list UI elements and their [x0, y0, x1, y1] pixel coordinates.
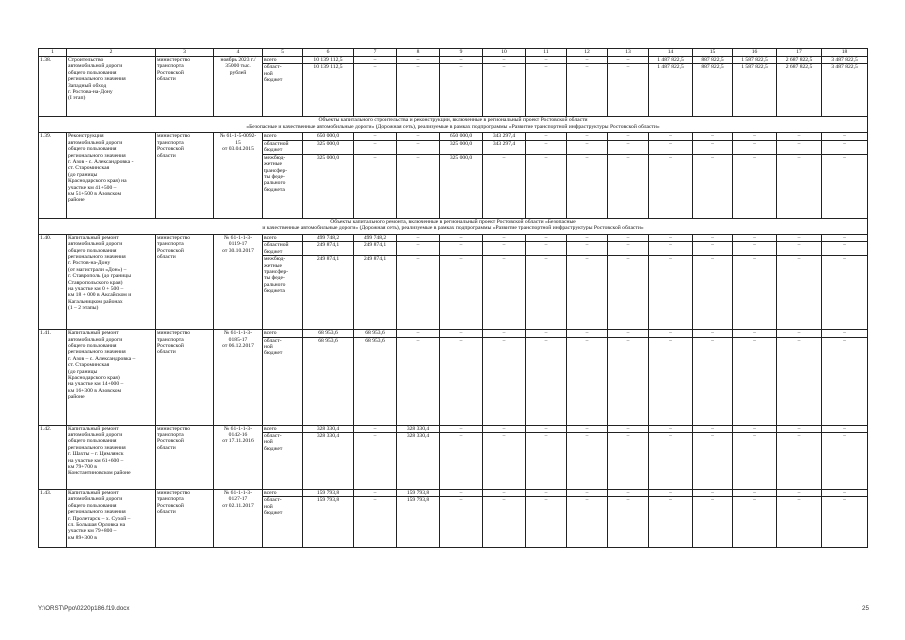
- value-cell: –: [822, 242, 868, 256]
- col-num: 15: [693, 49, 733, 57]
- table-row: [39, 57, 868, 64]
- value-cell: –: [354, 154, 397, 218]
- value-cell: –: [397, 256, 440, 330]
- value-cell: –: [483, 490, 526, 497]
- col-num: 1: [39, 49, 67, 57]
- row-number: 1.40.: [39, 234, 67, 329]
- value-cell: –: [354, 133, 397, 140]
- value-cell: –: [777, 337, 822, 425]
- project-doc: № 61-1-5-0092- 15 от 03.04.2015: [214, 133, 263, 218]
- value-cell: –: [608, 57, 649, 64]
- value-cell: –: [693, 154, 733, 218]
- funding-source: всего: [263, 57, 303, 64]
- section-heading-row: [39, 117, 868, 133]
- value-cell: 159 793,8: [397, 490, 440, 497]
- value-cell: –: [733, 234, 777, 241]
- funding-source: всего: [263, 234, 303, 241]
- object-name: Реконструкция автомобильной дороги общего пользования регионального значения г. Азов - с. Александровка - ст. Староминская (до границы Краснодарского края) на участке км 41+500 – км 51+500 в Азовском районе: [67, 133, 156, 218]
- project-doc: № 61-1-1-3- 0127-17 от 02.11.2017: [214, 490, 263, 548]
- value-cell: –: [567, 337, 608, 425]
- value-cell: –: [526, 330, 567, 337]
- value-cell: –: [483, 330, 526, 337]
- value-cell: –: [567, 330, 608, 337]
- value-cell: –: [397, 242, 440, 256]
- value-cell: –: [733, 330, 777, 337]
- value-cell: –: [608, 256, 649, 330]
- value-cell: –: [777, 490, 822, 497]
- project-doc: № 61-1-1-3- 0142-16 от 17.11.2016: [214, 425, 263, 489]
- value-cell: –: [440, 234, 483, 241]
- value-cell: –: [608, 154, 649, 218]
- value-cell: –: [440, 57, 483, 64]
- value-cell: –: [397, 140, 440, 154]
- value-cell: –: [526, 490, 567, 497]
- value-cell: –: [567, 154, 608, 218]
- responsible-org: министерство транспорта Ростовской области: [156, 490, 214, 548]
- value-cell: 10 139 112,5: [303, 57, 354, 64]
- value-cell: 159 793,8: [303, 497, 354, 548]
- value-cell: –: [567, 497, 608, 548]
- value-cell: 2 687 822,5: [777, 64, 822, 117]
- value-cell: –: [822, 154, 868, 218]
- value-cell: –: [649, 337, 693, 425]
- value-cell: –: [483, 337, 526, 425]
- value-cell: –: [567, 425, 608, 432]
- value-cell: –: [777, 133, 822, 140]
- col-num: 7: [354, 49, 397, 57]
- value-cell: –: [693, 425, 733, 432]
- section-heading-row: [39, 218, 868, 234]
- value-cell: –: [567, 133, 608, 140]
- funding-source: областной бюджет: [263, 242, 303, 256]
- value-cell: –: [733, 497, 777, 548]
- value-cell: 650 000,0: [303, 133, 354, 140]
- col-num: 11: [526, 49, 567, 57]
- table-row: [39, 234, 868, 241]
- funding-source: област- ной бюджет: [263, 433, 303, 490]
- value-cell: –: [526, 140, 567, 154]
- value-cell: –: [822, 140, 868, 154]
- row-number: 1.42.: [39, 425, 67, 489]
- value-cell: –: [440, 497, 483, 548]
- col-num: 13: [608, 49, 649, 57]
- value-cell: –: [693, 497, 733, 548]
- value-cell: –: [608, 425, 649, 432]
- value-cell: –: [693, 490, 733, 497]
- page-number: 25: [862, 605, 869, 612]
- value-cell: –: [693, 234, 733, 241]
- responsible-org: министерство транспорта Ростовской области: [156, 425, 214, 489]
- value-cell: –: [777, 330, 822, 337]
- table-row: [39, 330, 868, 337]
- value-cell: –: [483, 497, 526, 548]
- value-cell: –: [567, 433, 608, 490]
- value-cell: –: [608, 64, 649, 117]
- value-cell: –: [608, 330, 649, 337]
- value-cell: –: [693, 337, 733, 425]
- col-num: 18: [822, 49, 868, 57]
- value-cell: –: [822, 433, 868, 490]
- value-cell: 328 330,4: [397, 433, 440, 490]
- col-num: 5: [263, 49, 303, 57]
- value-cell: –: [526, 154, 567, 218]
- value-cell: 328 330,4: [303, 425, 354, 432]
- funding-source: областной бюджет: [263, 140, 303, 154]
- value-cell: –: [440, 64, 483, 117]
- value-cell: –: [649, 242, 693, 256]
- value-cell: –: [567, 256, 608, 330]
- value-cell: 68 953,6: [354, 330, 397, 337]
- value-cell: –: [733, 242, 777, 256]
- value-cell: 159 793,8: [397, 497, 440, 548]
- column-number-row: [39, 49, 868, 57]
- value-cell: 10 139 112,5: [303, 64, 354, 117]
- value-cell: –: [693, 256, 733, 330]
- value-cell: –: [777, 497, 822, 548]
- value-cell: –: [693, 433, 733, 490]
- value-cell: –: [733, 433, 777, 490]
- col-num: 6: [303, 49, 354, 57]
- value-cell: 1 587 822,5: [733, 57, 777, 64]
- value-cell: –: [608, 242, 649, 256]
- value-cell: 68 953,6: [354, 337, 397, 425]
- value-cell: –: [649, 256, 693, 330]
- funding-source: всего: [263, 133, 303, 140]
- value-cell: –: [483, 234, 526, 241]
- responsible-org: министерство транспорта Ростовской области: [156, 330, 214, 425]
- value-cell: –: [440, 242, 483, 256]
- value-cell: 325 000,0: [303, 140, 354, 154]
- value-cell: –: [608, 234, 649, 241]
- value-cell: 3 487 822,5: [822, 57, 868, 64]
- value-cell: –: [608, 140, 649, 154]
- value-cell: –: [649, 133, 693, 140]
- col-num: 3: [156, 49, 214, 57]
- value-cell: 328 330,4: [397, 425, 440, 432]
- col-num: 4: [214, 49, 263, 57]
- col-num: 8: [397, 49, 440, 57]
- project-doc: № 61-1-1-3- 0119-17 от 30.10.2017: [214, 234, 263, 329]
- funding-source: област- ной бюджет: [263, 64, 303, 117]
- value-cell: 249 874,1: [303, 256, 354, 330]
- document-page: [38, 48, 867, 548]
- value-cell: 325 000,0: [303, 154, 354, 218]
- value-cell: –: [822, 234, 868, 241]
- value-cell: –: [354, 490, 397, 497]
- value-cell: –: [733, 140, 777, 154]
- project-doc: № 61-1-1-3- 0185-17 от 06.12.2017: [214, 330, 263, 425]
- value-cell: 159 793,8: [303, 490, 354, 497]
- row-number: 1.39.: [39, 133, 67, 218]
- value-cell: –: [440, 337, 483, 425]
- value-cell: –: [354, 64, 397, 117]
- col-num: 12: [567, 49, 608, 57]
- value-cell: –: [397, 57, 440, 64]
- value-cell: –: [567, 234, 608, 241]
- value-cell: 249 874,1: [354, 256, 397, 330]
- project-doc: ноябрь 2023 г./ 35000 тыс. рублей: [214, 57, 263, 117]
- table-row: [39, 133, 868, 140]
- file-path-footer: Y:\ORST\Ppo\0220p186.f19.docx: [38, 605, 130, 612]
- value-cell: –: [649, 490, 693, 497]
- value-cell: –: [483, 425, 526, 432]
- value-cell: –: [483, 256, 526, 330]
- value-cell: 1 487 822,5: [649, 64, 693, 117]
- section-heading: Объекты капитального ремонта, включенные в региональный проект Ростовской области «Безопасные и качественные автомобильные дороги» (Дорожная сеть), реализуемые в рамках подпрограммы «Развитие транспортной инфраструктуры Ростовской области»: [39, 218, 868, 234]
- funding-source: всего: [263, 330, 303, 337]
- value-cell: 499 748,2: [354, 234, 397, 241]
- value-cell: –: [567, 242, 608, 256]
- funding-source: всего: [263, 490, 303, 497]
- value-cell: –: [397, 330, 440, 337]
- value-cell: –: [777, 433, 822, 490]
- value-cell: 343 297,4: [483, 140, 526, 154]
- value-cell: –: [397, 234, 440, 241]
- table-row: [39, 425, 868, 432]
- row-number: 1.43.: [39, 490, 67, 548]
- value-cell: 343 297,4: [483, 133, 526, 140]
- value-cell: –: [733, 133, 777, 140]
- value-cell: –: [822, 490, 868, 497]
- col-num: 2: [67, 49, 156, 57]
- value-cell: –: [567, 64, 608, 117]
- col-num: 9: [440, 49, 483, 57]
- value-cell: 68 953,6: [303, 337, 354, 425]
- col-num: 10: [483, 49, 526, 57]
- value-cell: –: [526, 433, 567, 490]
- value-cell: 499 748,2: [303, 234, 354, 241]
- value-cell: 328 330,4: [303, 433, 354, 490]
- value-cell: –: [526, 57, 567, 64]
- value-cell: –: [608, 497, 649, 548]
- value-cell: –: [567, 490, 608, 497]
- responsible-org: министерство транспорта Ростовской области: [156, 133, 214, 218]
- value-cell: –: [483, 154, 526, 218]
- value-cell: –: [693, 330, 733, 337]
- value-cell: –: [822, 425, 868, 432]
- value-cell: –: [440, 433, 483, 490]
- value-cell: –: [483, 433, 526, 490]
- value-cell: –: [649, 425, 693, 432]
- value-cell: –: [777, 242, 822, 256]
- funding-source: област- ной бюджет: [263, 497, 303, 548]
- value-cell: –: [526, 497, 567, 548]
- value-cell: –: [777, 234, 822, 241]
- value-cell: –: [526, 133, 567, 140]
- table-row: [39, 490, 868, 497]
- value-cell: –: [354, 425, 397, 432]
- value-cell: –: [397, 337, 440, 425]
- value-cell: –: [822, 337, 868, 425]
- value-cell: –: [649, 497, 693, 548]
- value-cell: 249 874,1: [303, 242, 354, 256]
- row-number: 1.38.: [39, 57, 67, 117]
- value-cell: –: [440, 256, 483, 330]
- value-cell: –: [693, 140, 733, 154]
- value-cell: 68 953,6: [303, 330, 354, 337]
- value-cell: –: [733, 425, 777, 432]
- value-cell: –: [822, 256, 868, 330]
- value-cell: –: [397, 154, 440, 218]
- value-cell: –: [777, 140, 822, 154]
- col-num: 14: [649, 49, 693, 57]
- value-cell: –: [649, 330, 693, 337]
- value-cell: –: [733, 337, 777, 425]
- value-cell: –: [526, 337, 567, 425]
- object-name: Капитальный ремонт автомобильной дороги общего пользования регионального значения г. Ростов-на-Дону (от магистрали «Дон») – г. Ставрополь (до границы Ставропольского края) на участке км 0 + 500 – км 18 + 000 в Аксайском и Кагальницком районах (1 – 2 этапы): [67, 234, 156, 329]
- value-cell: –: [354, 433, 397, 490]
- col-num: 17: [777, 49, 822, 57]
- value-cell: 1 487 822,5: [649, 57, 693, 64]
- row-number: 1.41.: [39, 330, 67, 425]
- value-cell: 325 000,0: [440, 140, 483, 154]
- funding-source: област- ной бюджет: [263, 337, 303, 425]
- value-cell: –: [397, 64, 440, 117]
- value-cell: –: [693, 133, 733, 140]
- responsible-org: министерство транспорта Ростовской области: [156, 57, 214, 117]
- value-cell: –: [777, 425, 822, 432]
- value-cell: 650 000,0: [440, 133, 483, 140]
- value-cell: –: [693, 242, 733, 256]
- value-cell: –: [822, 133, 868, 140]
- object-name: Капитальный ремонт автомобильной дороги общего пользования регионального значения г. Шахты – г. Цимлянск на участке км 61+600 – км 79+700 в Константиновском районе: [67, 425, 156, 489]
- value-cell: 249 874,1: [354, 242, 397, 256]
- value-cell: –: [822, 330, 868, 337]
- object-name: Строительство автомобильной дороги общего пользования регионального значения Западный обход г. Ростова-на-Дону (I этап): [67, 57, 156, 117]
- col-num: 16: [733, 49, 777, 57]
- value-cell: –: [777, 256, 822, 330]
- value-cell: –: [567, 57, 608, 64]
- value-cell: –: [526, 256, 567, 330]
- value-cell: –: [526, 234, 567, 241]
- value-cell: 887 822,5: [693, 64, 733, 117]
- funding-source: межбюд- жетные tрансфер- ты феде- рального бюджета: [263, 154, 303, 218]
- object-name: Капитальный ремонт автомобильной дороги общего пользования регионального значения г. Азов – с. Александровка – ст. Староминская (до границы Краснодарского края) на участке км 14+000 – км 16+300 в Азовском районе: [67, 330, 156, 425]
- value-cell: –: [440, 330, 483, 337]
- value-cell: –: [440, 425, 483, 432]
- value-cell: –: [777, 154, 822, 218]
- value-cell: –: [567, 140, 608, 154]
- value-cell: –: [397, 133, 440, 140]
- value-cell: –: [483, 242, 526, 256]
- value-cell: –: [440, 490, 483, 497]
- value-cell: 1 587 822,5: [733, 64, 777, 117]
- value-cell: –: [354, 57, 397, 64]
- value-cell: –: [608, 433, 649, 490]
- object-name: Капитальный ремонт автомобильной дороги общего пользования регионального значения г. Пролетарск – х. Сухой – сл. Большая Орловка на участке км 79+800 – км 89+300 в: [67, 490, 156, 548]
- value-cell: 2 687 822,5: [777, 57, 822, 64]
- value-cell: –: [483, 57, 526, 64]
- value-cell: –: [733, 256, 777, 330]
- responsible-org: министерство транспорта Ростовской области: [156, 234, 214, 329]
- value-cell: –: [649, 433, 693, 490]
- program-table: [38, 48, 868, 548]
- value-cell: –: [526, 242, 567, 256]
- value-cell: –: [733, 154, 777, 218]
- value-cell: 325 000,0: [440, 154, 483, 218]
- section-heading: Объекты капитального строительства и реконструкции, включенные в региональный проект Ростовской области «Безопасные и качественные автомобильные дороги» (Дорожная сеть), реализуемые в рамках подпрограммы «Развитие транспортной инфраструктуры Ростовской области»: [39, 117, 868, 133]
- value-cell: –: [822, 497, 868, 548]
- value-cell: –: [483, 64, 526, 117]
- value-cell: –: [649, 140, 693, 154]
- funding-source: всего: [263, 425, 303, 432]
- value-cell: –: [608, 133, 649, 140]
- value-cell: –: [354, 497, 397, 548]
- value-cell: –: [354, 140, 397, 154]
- value-cell: –: [526, 425, 567, 432]
- value-cell: –: [608, 337, 649, 425]
- funding-source: межбюд- жетные трансфер- ты феде- рального бюджета: [263, 256, 303, 330]
- value-cell: –: [649, 234, 693, 241]
- value-cell: –: [733, 490, 777, 497]
- value-cell: –: [526, 64, 567, 117]
- value-cell: 3 487 822,5: [822, 64, 868, 117]
- value-cell: –: [608, 490, 649, 497]
- value-cell: –: [649, 154, 693, 218]
- value-cell: 887 822,5: [693, 57, 733, 64]
